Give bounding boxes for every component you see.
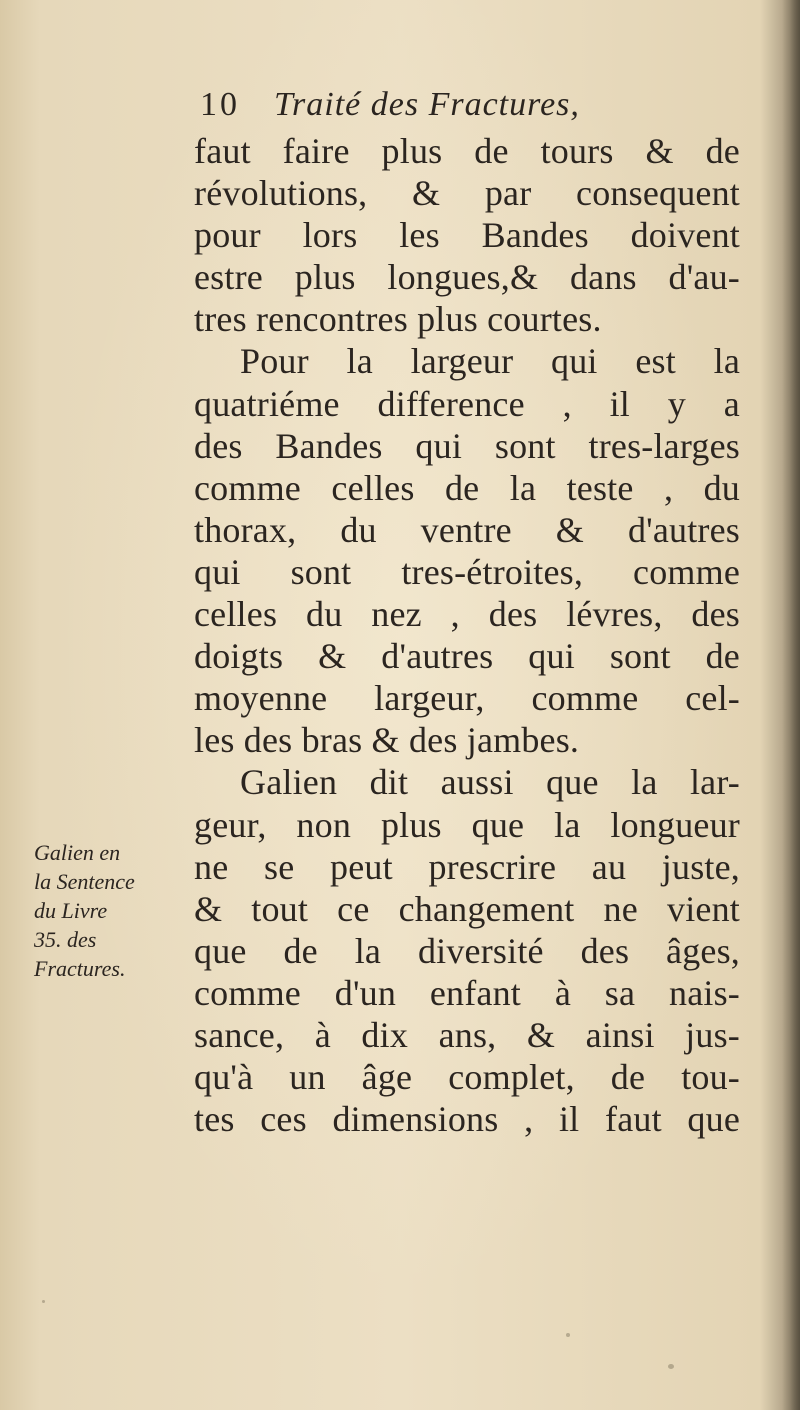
text-line: geur, non plus que la longueur	[194, 804, 740, 845]
text-line: qui sont tres-étroites, comme	[194, 551, 740, 592]
text-line: ne se peut prescrire au juste,	[194, 846, 740, 887]
foxing-spot	[42, 1300, 45, 1303]
text-line: quatriéme difference , il y a	[194, 383, 740, 424]
text-line: tres rencontres plus courtes.	[194, 299, 602, 340]
text-line: comme celles de la teste , du	[194, 467, 740, 508]
text-line: que de la diversité des âges,	[194, 930, 740, 971]
text-line: révolutions, & par consequent	[194, 173, 740, 214]
margin-note-line: du Livre	[34, 898, 108, 923]
page-number: 10	[200, 86, 240, 123]
text-line: comme d'un enfant à sa nais-	[194, 972, 740, 1013]
margin-note-line: Fractures.	[34, 956, 126, 981]
text-line: Galien dit aussi que la lar-	[240, 762, 740, 803]
text-line: thorax, du ventre & d'autres	[194, 509, 740, 550]
text-line: qu'à un âge complet, de tou-	[194, 1057, 740, 1098]
text-line: faut faire plus de tours & de	[194, 131, 740, 171]
body-text	[194, 130, 740, 1140]
text-line: les des bras & des jambes.	[194, 720, 580, 761]
text-line: doigts & d'autres qui sont de	[194, 636, 740, 677]
margin-note-line: Galien en	[34, 840, 121, 865]
text-line: & tout ce changement ne vient	[194, 888, 740, 929]
margin-note-line: 35. des	[34, 927, 97, 952]
text-line: moyenne largeur, comme cel-	[194, 678, 740, 719]
foxing-spot	[566, 1333, 570, 1337]
text-line: tes ces dimensions , il faut que	[194, 1099, 740, 1140]
text-line: estre plus longues,& dans d'au-	[194, 257, 740, 298]
text-line: des Bandes qui sont tres-larges	[194, 425, 740, 466]
page-header	[200, 86, 580, 130]
text-line: Pour la largeur qui est la	[240, 341, 740, 382]
foxing-spot	[668, 1364, 674, 1369]
text-line: pour lors les Bandes doivent	[194, 215, 740, 256]
running-title: Traité des Fractures,	[274, 86, 580, 123]
margin-note-line: la Sentence	[34, 869, 135, 894]
text-line: celles du nez , des lévres, des	[194, 594, 740, 635]
margin-note	[34, 838, 184, 983]
page-edge-shadow	[782, 0, 800, 1410]
text-line: sance, à dix ans, & ainsi jus-	[194, 1014, 740, 1055]
